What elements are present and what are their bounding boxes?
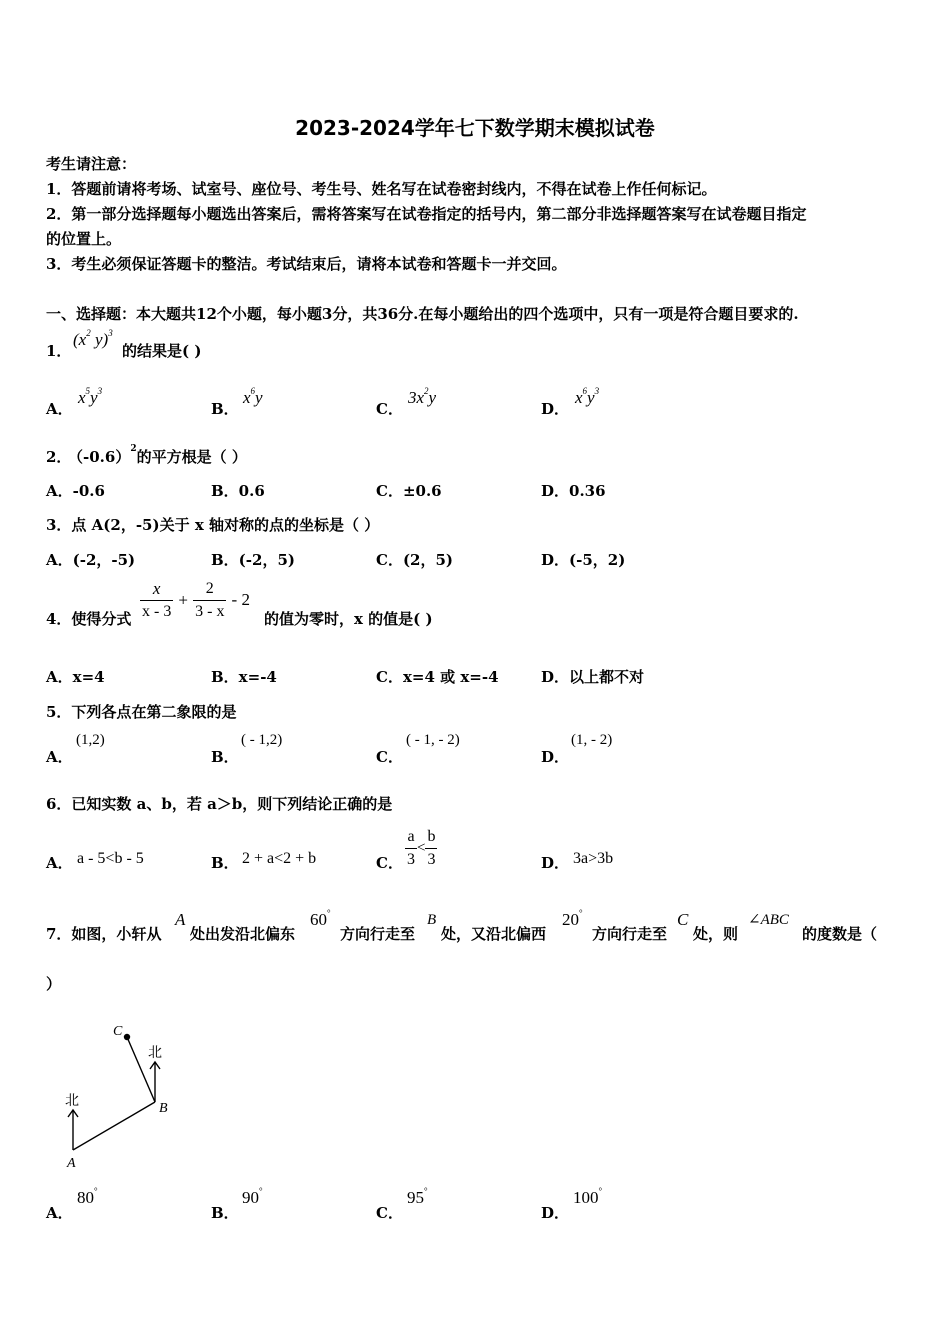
q7-option-c-value: 95°: [407, 1186, 428, 1207]
q6-option-c-value: $\frac{a}{3}$ < $\frac{b}{3}$: [407, 828, 436, 868]
label-b: B: [159, 1101, 168, 1116]
notice-heading: 考生请注意：: [46, 155, 137, 173]
label-c: C: [113, 1024, 123, 1039]
q1-option-a-value: $x^5y^3$: [78, 386, 103, 407]
notice-2b: 的位置上。: [46, 230, 122, 248]
segment-ab: [73, 1102, 155, 1150]
q7-angle-1: 60°: [310, 908, 331, 929]
q7-option-d-label[interactable]: D．: [541, 1204, 570, 1222]
q5-option-b-value: ( - 1,2): [241, 732, 283, 748]
q7-text-1: 7．如图，小轩从: [46, 925, 162, 943]
q5-option-b-label[interactable]: B．: [211, 748, 239, 766]
q2-option-b[interactable]: B．0.6: [211, 482, 265, 500]
q6-option-c-label[interactable]: C．: [376, 854, 403, 872]
q2-text: $(-0.6)^2$的平方根是（ ）: [68, 444, 247, 466]
q4-option-b[interactable]: B．x=-4: [211, 668, 277, 686]
q7-angle-abc: ∠ABC: [748, 912, 789, 928]
q7-text-3: 方向行走至: [340, 925, 416, 943]
q6-option-b-label[interactable]: B．: [211, 854, 239, 872]
q7-direction-figure: [55, 1015, 185, 1175]
q6-text: 6．已知实数 a、b，若 a＞b，则下列结论正确的是: [46, 795, 393, 813]
notice-2a: 2．第一部分选择题每小题选出答案后，需将答案写在试卷指定的括号内，第二部分非选择题答案写在试卷题目指定: [46, 205, 807, 223]
q1-option-a-label[interactable]: A．: [46, 400, 73, 418]
q7-point-c: C: [677, 910, 689, 929]
q3-option-b[interactable]: B．(-2，5): [211, 551, 295, 569]
q7-point-a: A: [175, 910, 186, 929]
q1-option-b-value: $x^6y$: [243, 386, 263, 407]
q1-expression: ($x^2$ y)$^3$: [73, 328, 113, 349]
q1-text: 的结果是( ): [122, 342, 202, 360]
q7-option-c-label[interactable]: C．: [376, 1204, 403, 1222]
q2-number: 2．: [46, 448, 72, 466]
q4-number: 4．使得分式: [46, 610, 132, 628]
q2-option-d[interactable]: D．0.36: [541, 482, 606, 500]
q7-text-2: 处出发沿北偏东: [190, 925, 296, 943]
q1-option-c-value: $3x^2y$: [408, 386, 437, 407]
north-label-b: 北: [148, 1045, 162, 1061]
q1-option-d-value: $x^6y^3$: [575, 386, 600, 407]
q6-option-a-value: a - 5<b - 5: [77, 850, 144, 867]
notice-3: 3．考生必须保证答题卡的整洁。考试结束后，请将本试卷和答题卡一并交回。: [46, 255, 567, 273]
q5-option-c-label[interactable]: C．: [376, 748, 403, 766]
q1-option-c-label[interactable]: C．: [376, 400, 403, 418]
q4-option-d[interactable]: D．以上都不对: [541, 668, 645, 686]
q3-option-d[interactable]: D．(-5，2): [541, 551, 626, 569]
q1-option-b-label[interactable]: B．: [211, 400, 239, 418]
q6-option-a-label[interactable]: A．: [46, 854, 73, 872]
q7-text-6: 处，则: [693, 925, 739, 943]
page-title: 2023-2024学年七下数学期末模拟试卷: [295, 116, 655, 140]
q7-text-7: 的度数是（: [802, 925, 878, 943]
q1-option-d-label[interactable]: D．: [541, 400, 570, 418]
label-a: A: [67, 1156, 76, 1171]
north-label-a: 北: [65, 1093, 79, 1109]
q1-number: 1．: [46, 342, 72, 360]
q7-option-d-value: 100°: [573, 1186, 603, 1207]
q6-option-d-label[interactable]: D．: [541, 854, 570, 872]
q3-option-c[interactable]: C．(2，5): [376, 551, 454, 569]
q7-close-paren: ）: [46, 975, 62, 993]
q6-option-d-value: 3a>3b: [573, 850, 614, 867]
q4-text: 的值为零时，x 的值是( ): [264, 610, 433, 628]
q6-option-b-value: 2 + a<2 + b: [242, 850, 317, 867]
q5-option-d-value: (1, - 2): [571, 732, 613, 748]
q3-text: 3．点 A(2，-5)关于 x 轴对称的点的坐标是（ ）: [46, 516, 380, 534]
q5-option-c-value: ( - 1, - 2): [406, 732, 460, 748]
q5-option-d-label[interactable]: D．: [541, 748, 570, 766]
q7-option-b-label[interactable]: B．: [211, 1204, 239, 1222]
q7-text-5: 方向行走至: [592, 925, 668, 943]
q7-angle-2: 20°: [562, 908, 583, 929]
section-heading: 一、选择题：本大题共12个小题，每小题3分，共36分.在每小题给出的四个选项中，只有一项是符合题目要求的.: [46, 305, 799, 323]
q2-option-c[interactable]: C．±0.6: [376, 482, 442, 500]
q7-option-b-value: 90°: [242, 1186, 263, 1207]
q5-option-a-value: (1,2): [76, 732, 105, 748]
q5-text: 5．下列各点在第二象限的是: [46, 703, 237, 721]
notice-1: 1．答题前请将考场、试室号、座位号、考生号、姓名写在试卷密封线内，不得在试卷上作任何标记。: [46, 180, 717, 198]
point-c-dot: [124, 1034, 130, 1040]
q4-option-a[interactable]: A．x=4: [46, 668, 105, 686]
q7-option-a-value: 80°: [77, 1186, 98, 1207]
q7-point-b: B: [427, 912, 437, 928]
q4-option-c[interactable]: C．x=4 或 x=-4: [376, 668, 499, 686]
q7-option-a-label[interactable]: A．: [46, 1204, 73, 1222]
q3-option-a[interactable]: A．(-2，-5): [46, 551, 136, 569]
q4-fraction-1: $\frac{x}{x - 3}$: [142, 579, 172, 620]
q4-fraction-expression: $\frac{x}{x - 3}$ + $\frac{2}{3 - x}$ - 2: [140, 578, 250, 623]
q4-fraction-2: $\frac{2}{3 - x}$: [195, 580, 225, 620]
q2-option-a[interactable]: A．-0.6: [46, 482, 105, 500]
q5-option-a-label[interactable]: A．: [46, 748, 73, 766]
q7-text-4: 处，又沿北偏西: [441, 925, 547, 943]
